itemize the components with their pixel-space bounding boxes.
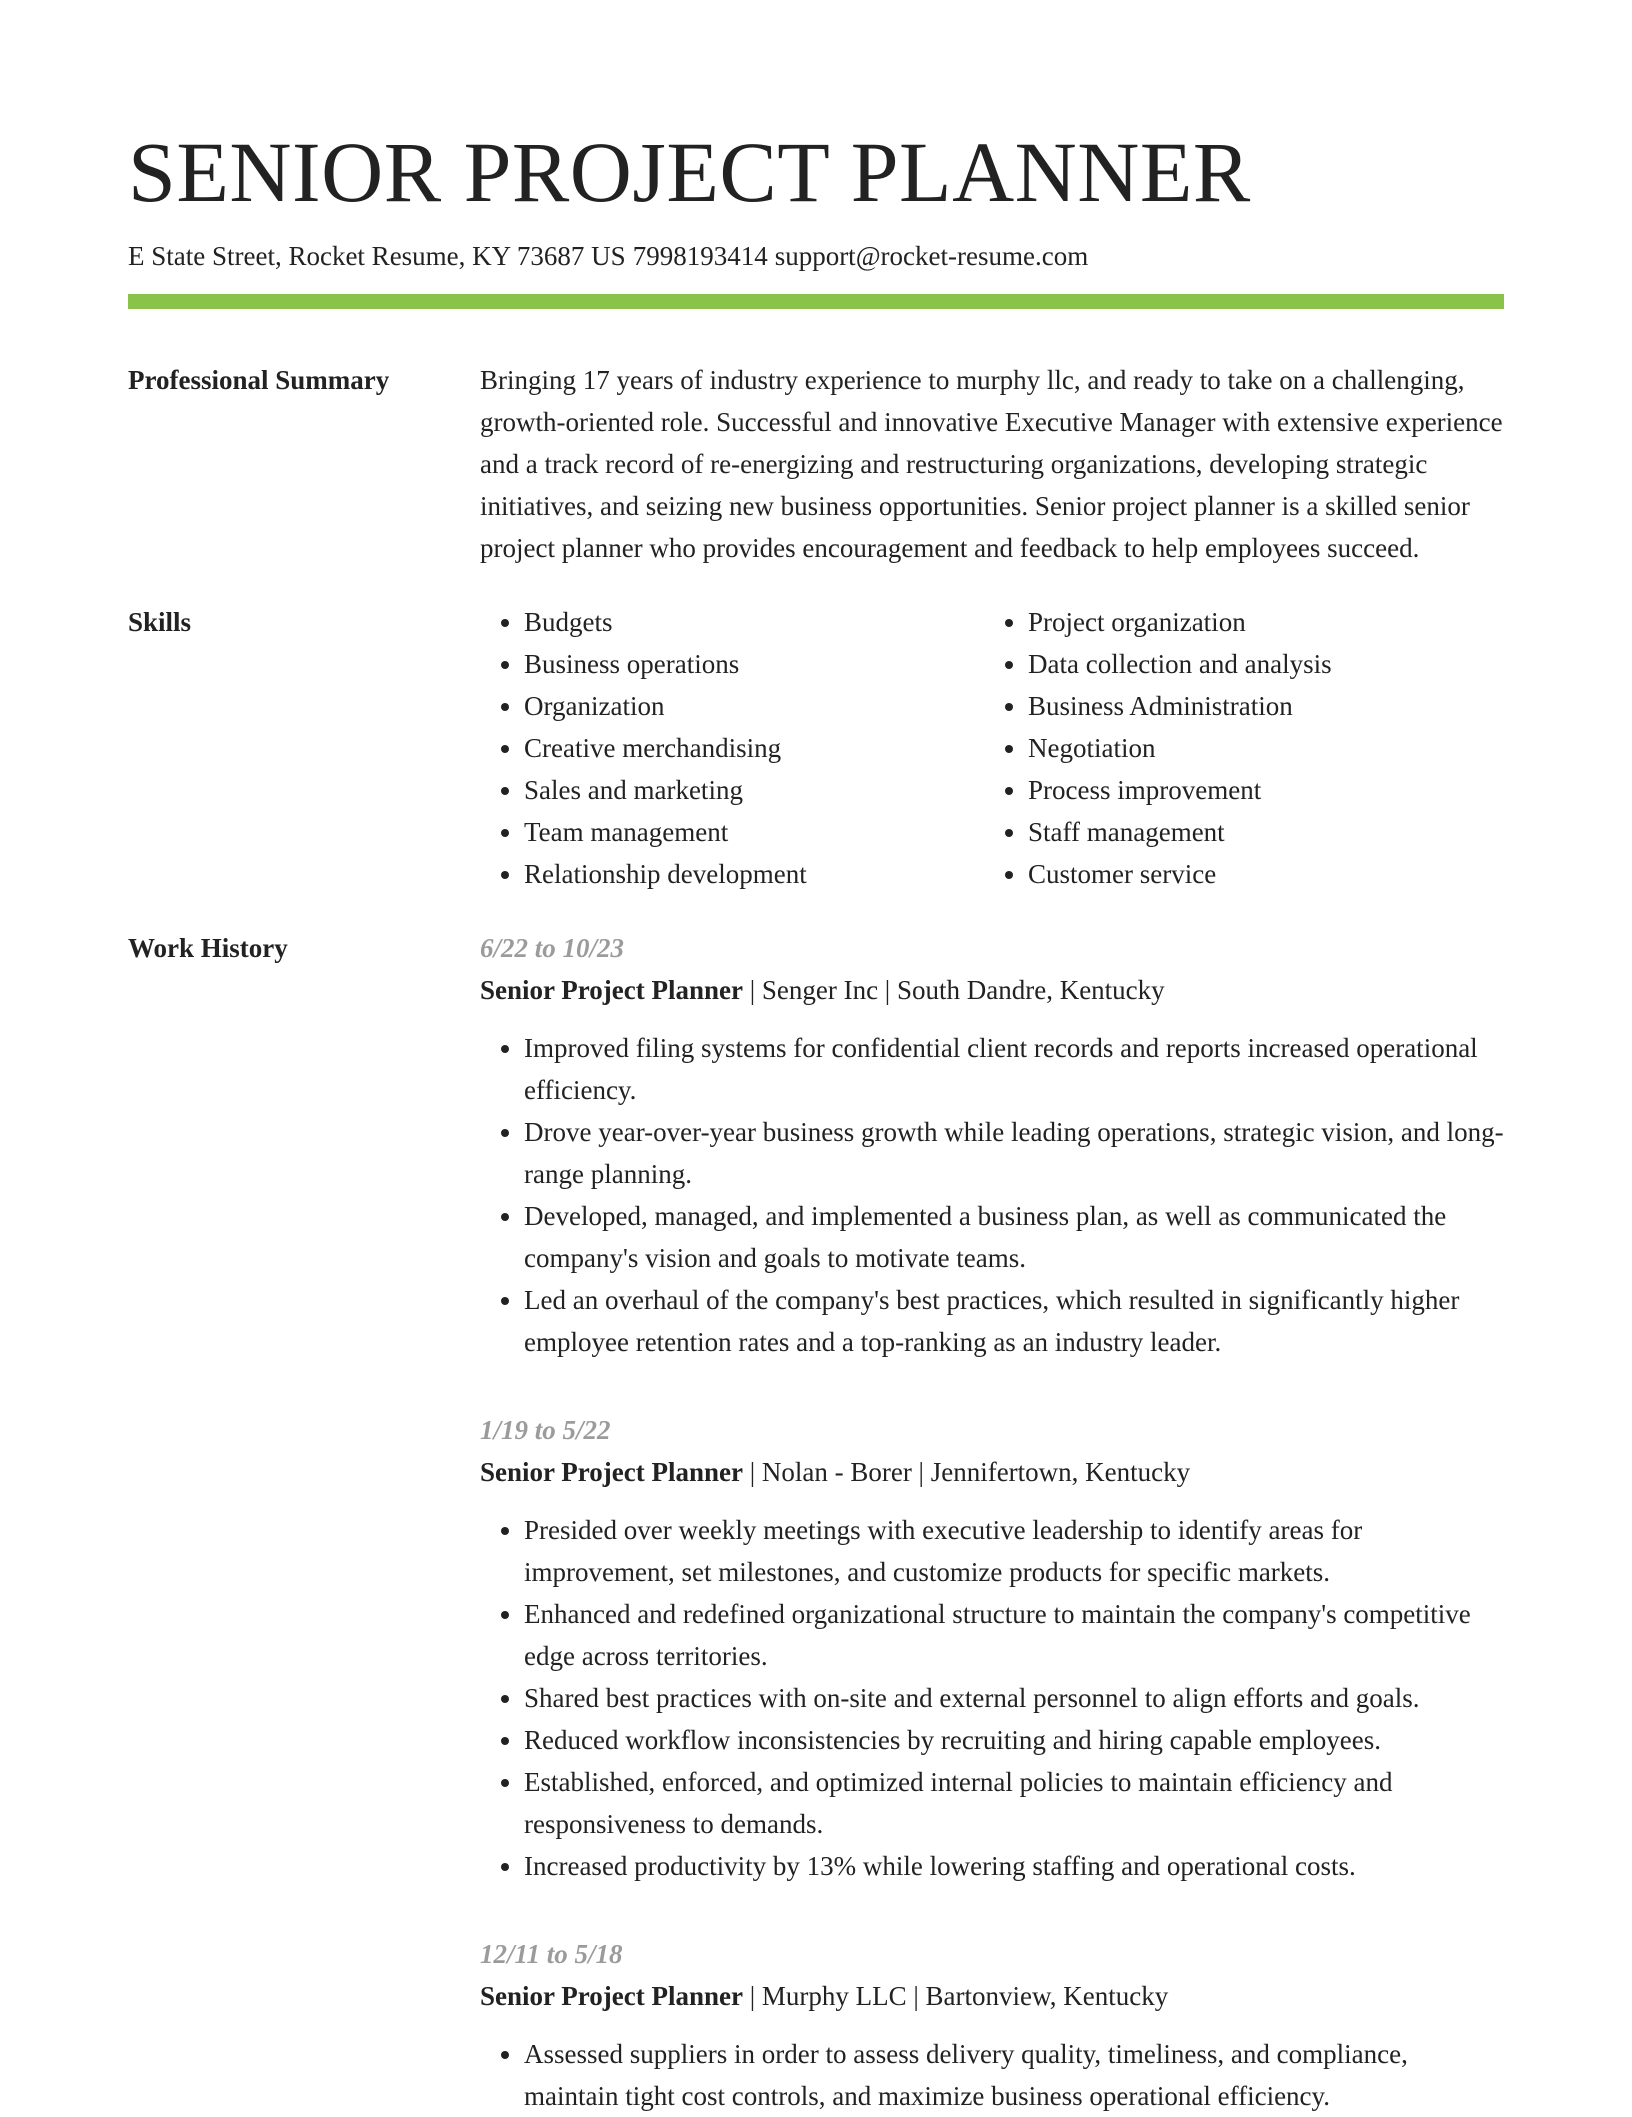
skills-section <box>128 601 1504 895</box>
contact-line <box>128 238 1504 274</box>
job-bullet: • Developed, managed, and implemented a business plan, as well as communicated the company's vision and goals to motivate teams. <box>524 1195 1504 1279</box>
skill-item: • Organization <box>524 685 984 727</box>
skill-item: • Process improvement <box>1028 769 1488 811</box>
job-dates: 12/11 to 5/18 <box>480 1939 623 1969</box>
job-bullet: • Enhanced and redefined organizational structure to maintain the company's competitive edge across territories. <box>524 1593 1504 1677</box>
work-history-section <box>128 927 1504 2117</box>
professional-summary-section <box>128 359 1504 569</box>
resume-page <box>128 0 1504 2117</box>
job-entry <box>480 1933 1504 2117</box>
skill-item: • Sales and marketing <box>524 769 984 811</box>
job-bullets <box>480 1027 1504 1363</box>
skill-item: • Team management <box>524 811 984 853</box>
summary-text: Bringing 17 years of industry experience to murphy llc, and ready to take on a challenging, growth-oriented role. Successful and innovative Executive Manager with extensive experience and a track record of re-energizing and restructuring organizations, developing strategic initiatives, and seizing new business opportunities. Senior project planner is a skilled senior project planner who provides encouragement and feedback to help employees succeed. <box>480 365 1503 563</box>
job-company-location: | Murphy LLC | Bartonview, Kentucky <box>742 1981 1169 2011</box>
skills-list-left <box>480 601 984 895</box>
skills-columns <box>480 601 1504 895</box>
skill-item: • Staff management <box>1028 811 1488 853</box>
job-title: Senior Project Planner <box>480 1981 743 2011</box>
job-title-line <box>480 1975 1504 2017</box>
skill-item: • Negotiation <box>1028 727 1488 769</box>
job-entry <box>480 1409 1504 1887</box>
skill-item: • Project organization <box>1028 601 1488 643</box>
job-bullet: • Increased productivity by 13% while lowering staffing and operational costs. <box>524 1845 1504 1887</box>
job-bullet: • Drove year-over-year business growth while leading operations, strategic vision, and long-range planning. <box>524 1111 1504 1195</box>
job-company-location: | Nolan - Borer | Jennifertown, Kentucky <box>742 1457 1191 1487</box>
header-divider <box>128 294 1504 309</box>
job-title: Senior Project Planner <box>480 1457 743 1487</box>
section-label-work-history: Work History <box>128 933 288 963</box>
job-dates: 6/22 to 10/23 <box>480 933 625 963</box>
resume-name: SENIOR PROJECT PLANNER <box>128 124 1251 220</box>
job-bullet: • Shared best practices with on-site and external personnel to align efforts and goals. <box>524 1677 1504 1719</box>
job-title-line <box>480 969 1504 1011</box>
job-bullet: • Assessed suppliers in order to assess delivery quality, timeliness, and compliance, maintain tight cost controls, and maximize business operational efficiency. <box>524 2033 1504 2117</box>
job-title-line <box>480 1451 1504 1493</box>
job-bullet: • Led an overhaul of the company's best practices, which resulted in significantly higher employee retention rates and a top-ranking as an industry leader. <box>524 1279 1504 1363</box>
skill-item: • Relationship development <box>524 853 984 895</box>
contact-address: E State Street, Rocket Resume, KY 73687 US <box>128 241 626 271</box>
job-bullets <box>480 2033 1504 2117</box>
job-company-location: | Senger Inc | South Dandre, Kentucky <box>742 975 1165 1005</box>
section-label-summary: Professional Summary <box>128 365 390 395</box>
job-bullet: • Improved filing systems for confidential client records and reports increased operational efficiency. <box>524 1027 1504 1111</box>
skills-list-right <box>984 601 1488 895</box>
skill-item: • Customer service <box>1028 853 1488 895</box>
section-label-skills: Skills <box>128 607 192 637</box>
work-history-body <box>480 927 1504 2117</box>
contact-email: support@rocket-resume.com <box>774 241 1089 271</box>
skill-item: • Data collection and analysis <box>1028 643 1488 685</box>
job-bullet: • Established, enforced, and optimized internal policies to maintain efficiency and responsiveness to demands. <box>524 1761 1504 1845</box>
contact-phone: 7998193414 <box>632 241 768 271</box>
job-bullet: • Reduced workflow inconsistencies by recruiting and hiring capable employees. <box>524 1719 1504 1761</box>
skill-item: • Business operations <box>524 643 984 685</box>
job-title: Senior Project Planner <box>480 975 743 1005</box>
skill-item: • Business Administration <box>1028 685 1488 727</box>
job-bullets <box>480 1509 1504 1887</box>
skill-item: • Creative merchandising <box>524 727 984 769</box>
skill-item: • Budgets <box>524 601 984 643</box>
job-dates: 1/19 to 5/22 <box>480 1415 611 1445</box>
summary-body <box>480 359 1504 569</box>
skills-body <box>480 601 1504 895</box>
job-entry <box>480 927 1504 1363</box>
job-bullet: • Presided over weekly meetings with executive leadership to identify areas for improvement, set milestones, and customize products for specific markets. <box>524 1509 1504 1593</box>
